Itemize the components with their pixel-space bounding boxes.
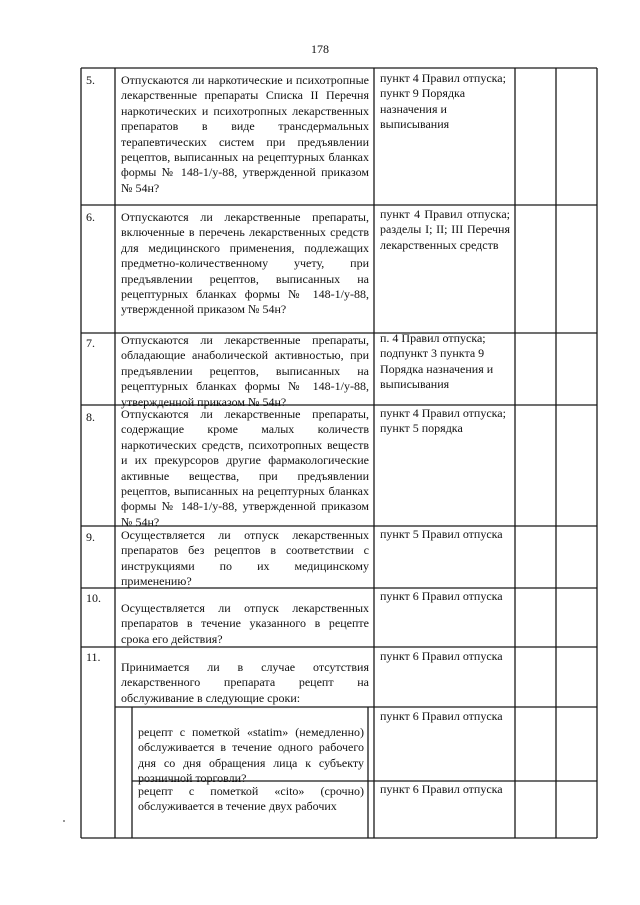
legal-reference: пункт 6 Правил отпуска [380,709,503,723]
legal-reference: пункт 6 Правил отпуска [380,649,503,663]
row-number: 9. [86,530,95,544]
legal-reference: пункт 4 Правил отпуска; пункт 9 Порядка назначения и выписывания [380,71,506,132]
scan-speck [63,820,65,822]
page-number: 178 [311,42,329,56]
row-number: 8. [86,410,95,424]
row-number: 11. [86,650,101,664]
question-text: Отпускаются ли лекарственные препараты, включенные в перечень лекарственных средств для медицинского применения, подлежащих предметно-количественному учету, при предъявлении рецептов, выписанных на рецептурных бланках формы № 148-1/у-88, утвержденной приказом № 54н? [121,210,369,317]
question-text: Отпускаются ли лекарственные препараты, обладающие анаболической активностью, при предъявлении рецептов, выписанных на рецептурных бланках формы № 148-1/у-88, утвержденной приказом № 54н? [121,333,369,409]
row-number: 10. [86,591,101,605]
subquestion-text: рецепт с пометкой «cito» (срочно) обслуживается в течение двух рабочих [138,784,364,814]
question-text: Осуществляется ли отпуск лекарственных препаратов в течение указанного в рецепте срока его действия? [121,601,369,646]
question-text: Отпускаются ли лекарственные препараты, содержащие кроме малых количеств наркотических средств, психотропных веществ и их прекурсоров другие фармакологические активные вещества, при предъявлении рецептов, выписанных на рецептурных бланках формы № 148-1/у-88, утвержденной приказом № 54н? [121,407,369,529]
row-number: 7. [86,336,95,350]
row-number: 5. [86,73,95,87]
legal-reference: пункт 6 Правил отпуска [380,589,503,603]
question-text: Отпускаются ли наркотические и психотропные лекарственные препараты Списка II Перечня наркотических и психотропных лекарственных препаратов в виде трансдермальных терапевтических систем при предъявлении рецептов, выписанных на рецептурных бланках формы № 148-1/у-88, утвержденной приказом № 54н? [121,73,369,195]
legal-reference: пункт 5 Правил отпуска [380,527,503,541]
row-number: 6. [86,210,95,224]
subquestion-text: рецепт с пометкой «statim» (немедленно) обслуживается в течение одного рабочего дня со дня обращения лица к субъекту розничной торговли? [138,725,364,786]
question-text: Принимается ли в случае отсутствия лекарственного препарата рецепт на обслуживание в следующие сроки: [121,660,369,705]
legal-reference: п. 4 Правил отпуска; подпункт 3 пункта 9 Порядка назначения и выписывания [380,331,494,392]
legal-reference: пункт 6 Правил отпуска [380,782,503,796]
question-text: Осуществляется ли отпуск лекарственных препаратов без рецептов в соответствии с инструкциями по их медицинскому применению? [121,528,369,589]
legal-reference: пункт 4 Правил отпуска; разделы I; II; III Перечня лекарственных средств [380,207,510,252]
legal-reference: пункт 4 Правил отпуска; пункт 5 порядка [380,406,506,436]
